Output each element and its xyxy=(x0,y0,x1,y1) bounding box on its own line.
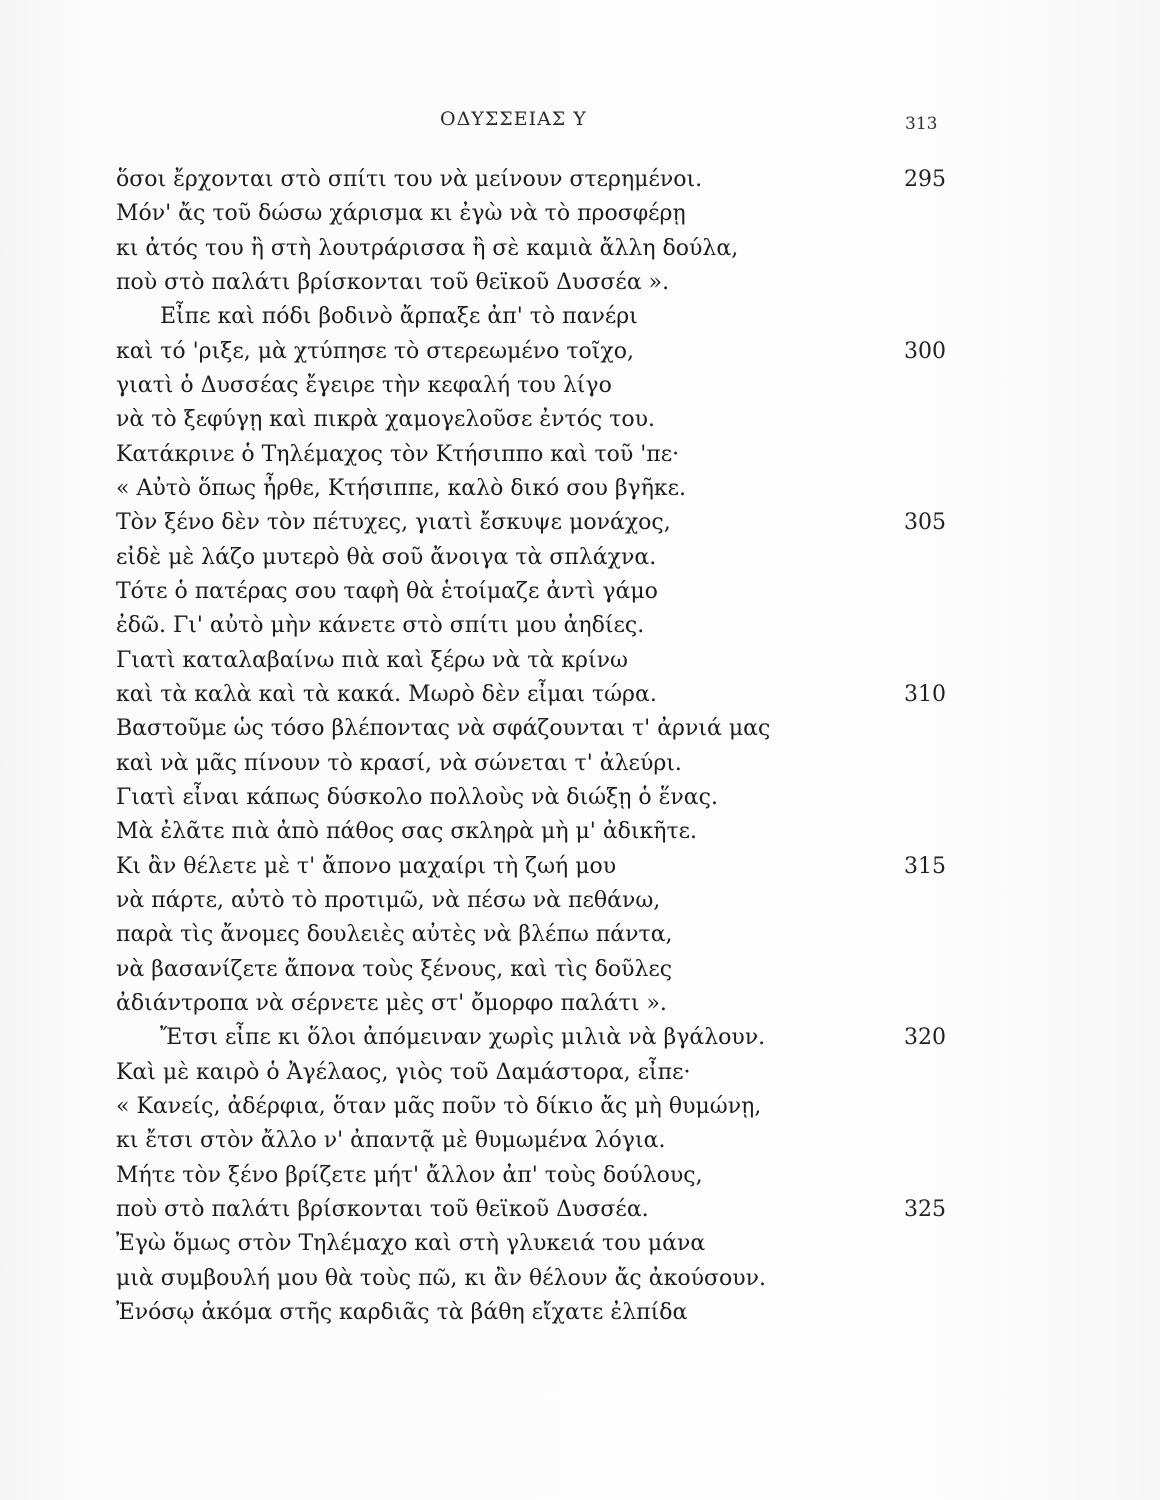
verse-line-text: καὶ τό 'ριξε, μὰ χτύπησε τὸ στερεωμένο τοῖχο, xyxy=(116,338,634,364)
verse-line-text: Ἐνόσῳ ἀκόμα στῆς καρδιᾶς τὰ βάθη εἴχατε ἐλπίδα xyxy=(116,1299,688,1325)
verse-line-number: 300 xyxy=(904,338,946,364)
verse-line-text: Γιατὶ καταλαβαίνω πιὰ καὶ ξέρω νὰ τὰ κρίνω xyxy=(116,647,628,673)
verse-line xyxy=(116,506,946,540)
verse-line-text: « Κανείς, ἀδέρφια, ὅταν μᾶς ποῦν τὸ δίκιο ἄς μὴ θυμώνῃ, xyxy=(116,1093,762,1119)
verse-line-text: καὶ τὰ καλὰ καὶ τὰ κακά. Μωρὸ δὲν εἶμαι τώρα. xyxy=(116,681,657,707)
verse-line-text: Κι ἂν θέλετε μὲ τ' ἄπονο μαχαίρι τὴ ζωή μου xyxy=(116,853,617,879)
verse-line-text: νὰ πάρτε, αὐτὸ τὸ προτιμῶ, νὰ πέσω νὰ πεθάνω, xyxy=(116,887,661,913)
verse-line-text: Καὶ μὲ καιρὸ ὁ Ἀγέλαος, γιὸς τοῦ Δαμάστορα, εἶπε· xyxy=(116,1059,691,1085)
verse-line xyxy=(116,403,946,437)
verse-line xyxy=(116,1159,946,1193)
verse-line-text: ποὺ στὸ παλάτι βρίσκονται τοῦ θεϊκοῦ Δυσσέα ». xyxy=(116,269,670,295)
verse-line xyxy=(116,609,946,643)
verse-line xyxy=(116,712,946,746)
verse-line-text: Ἐγὼ ὅμως στὸν Τηλέμαχο καὶ στὴ γλυκειά του μάνα xyxy=(116,1231,706,1257)
verse-line-text: Γιατὶ εἶναι κάπως δύσκολο πολλοὺς νὰ διώξῃ ὁ ἕνας. xyxy=(116,784,718,810)
verse-line-text: Εἶπε καὶ πόδι βοδινὸ ἄρπαξε ἀπ' τὸ πανέρι xyxy=(160,304,638,330)
page-number: 313 xyxy=(905,114,938,134)
verse-line-text: παρὰ τὶς ἄνομες δουλειὲς αὐτὲς νὰ βλέπω πάντα, xyxy=(116,922,673,948)
verse-line-number: 325 xyxy=(904,1196,946,1222)
verse-line-text: Τότε ὁ πατέρας σου ταφὴ θὰ ἑτοίμαζε ἀντὶ γάμο xyxy=(116,578,658,604)
verse-line-text: Τὸν ξένο δὲν τὸν πέτυχες, γιατὶ ἔσκυψε μονάχος, xyxy=(116,510,671,536)
verse-line xyxy=(116,644,946,678)
verse-line xyxy=(116,987,946,1021)
verse-line xyxy=(116,781,946,815)
verse-line-text: νὰ βασανίζετε ἄπονα τοὺς ξένους, καὶ τὶς δοῦλες xyxy=(116,956,673,982)
verse-line-number: 305 xyxy=(904,510,946,536)
verse-line-number: 315 xyxy=(904,853,946,879)
verse-line-text: ποὺ στὸ παλάτι βρίσκονται τοῦ θεϊκοῦ Δυσσέα. xyxy=(116,1196,649,1222)
verse-line-text: Μήτε τὸν ξένο βρίζετε μήτ' ἄλλον ἀπ' τοὺς δούλους, xyxy=(116,1162,703,1188)
verse-line xyxy=(116,163,946,197)
verse-line-text: ἀδιάντροπα νὰ σέρνετε μὲς στ' ὄμορφο παλάτι ». xyxy=(116,990,667,1016)
verse-line-text: Βαστοῦμε ὡς τόσο βλέποντας νὰ σφάζουνται τ' ἀρνιά μας xyxy=(116,716,771,742)
verse-line xyxy=(116,369,946,403)
verse-line-text: εἰδὲ μὲ λάζο μυτερὸ θὰ σοῦ ἄνοιγα τὰ σπλάχνα. xyxy=(116,544,657,570)
verse-line-number: 295 xyxy=(904,167,946,192)
verse-line xyxy=(116,1296,946,1330)
verse-line xyxy=(116,197,946,231)
verse-line-text: « Αὐτὸ ὅπως ἦρθε, Κτήσιππε, καλὸ δικό σου βγῆκε. xyxy=(116,475,687,501)
verse-line xyxy=(116,232,946,266)
verse-line xyxy=(116,335,946,369)
verse-line xyxy=(116,1193,946,1227)
verse-line xyxy=(116,300,946,334)
verse-line-text: καὶ νὰ μᾶς πίνουν τὸ κρασί, νὰ σώνεται τ' ἀλεύρι. xyxy=(116,750,682,776)
verse-line xyxy=(116,1021,946,1055)
verse-line xyxy=(116,678,946,712)
verse-line xyxy=(116,1227,946,1261)
verse-line xyxy=(116,884,946,918)
verse-line-text: Ἔτσι εἶπε κι ὅλοι ἀπόμειναν χωρὶς μιλιὰ νὰ βγάλουν. xyxy=(160,1025,766,1051)
verse-line xyxy=(116,953,946,987)
verse-line xyxy=(116,1056,946,1090)
verse-line xyxy=(116,1090,946,1124)
verse-line xyxy=(116,1262,946,1296)
verse-line-text: ἐδῶ. Γι' αὐτὸ μὴν κάνετε στὸ σπίτι μου ἀηδίες. xyxy=(116,613,645,639)
verse-line xyxy=(116,815,946,849)
running-title: ΟΔΥΣΣΕΙΑΣ Υ xyxy=(440,108,587,130)
verse-line-text: κι ἀτός του ἢ στὴ λουτράρισσα ἢ σὲ καμιὰ ἄλλη δούλα, xyxy=(116,235,739,261)
verse-line-text: νὰ τὸ ξεφύγῃ καὶ πικρὰ χαμογελοῦσε ἐντός του. xyxy=(116,407,656,433)
running-head xyxy=(0,108,1160,138)
verse-line xyxy=(116,918,946,952)
verse-line xyxy=(116,1124,946,1158)
verse-line xyxy=(116,575,946,609)
verse-line xyxy=(116,747,946,781)
verse-line-text: μιὰ συμβουλή μου θὰ τοὺς πῶ, κι ἂν θέλουν ἄς ἀκούσουν. xyxy=(116,1265,766,1291)
verse-line-text: Κατάκρινε ὁ Τηλέμαχος τὸν Κτήσιππο καὶ τοῦ 'πε· xyxy=(116,441,680,467)
verse-line-text: Μὰ ἐλᾶτε πιὰ ἀπὸ πάθος σας σκληρὰ μὴ μ' ἀδικῆτε. xyxy=(116,819,698,845)
verse-line-number: 310 xyxy=(904,681,946,707)
verse-line-text: ὅσοι ἔρχονται στὸ σπίτι του νὰ μείνουν στερημένοι. xyxy=(116,167,703,192)
verse-line-number: 320 xyxy=(904,1025,946,1051)
verse-text-block xyxy=(116,163,946,1330)
verse-line xyxy=(116,438,946,472)
verse-line-text: γιατὶ ὁ Δυσσέας ἔγειρε τὴν κεφαλή του λίγο xyxy=(116,372,612,398)
verse-line-text: κι ἔτσι στὸν ἄλλο ν' ἀπαντᾷ μὲ θυμωμένα λόγια. xyxy=(116,1128,666,1154)
verse-line xyxy=(116,541,946,575)
verse-line xyxy=(116,472,946,506)
verse-line-text: Μόν' ἄς τοῦ δώσω χάρισμα κι ἐγὼ νὰ τὸ προσφέρῃ xyxy=(116,201,686,227)
verse-line xyxy=(116,266,946,300)
verse-line xyxy=(116,850,946,884)
